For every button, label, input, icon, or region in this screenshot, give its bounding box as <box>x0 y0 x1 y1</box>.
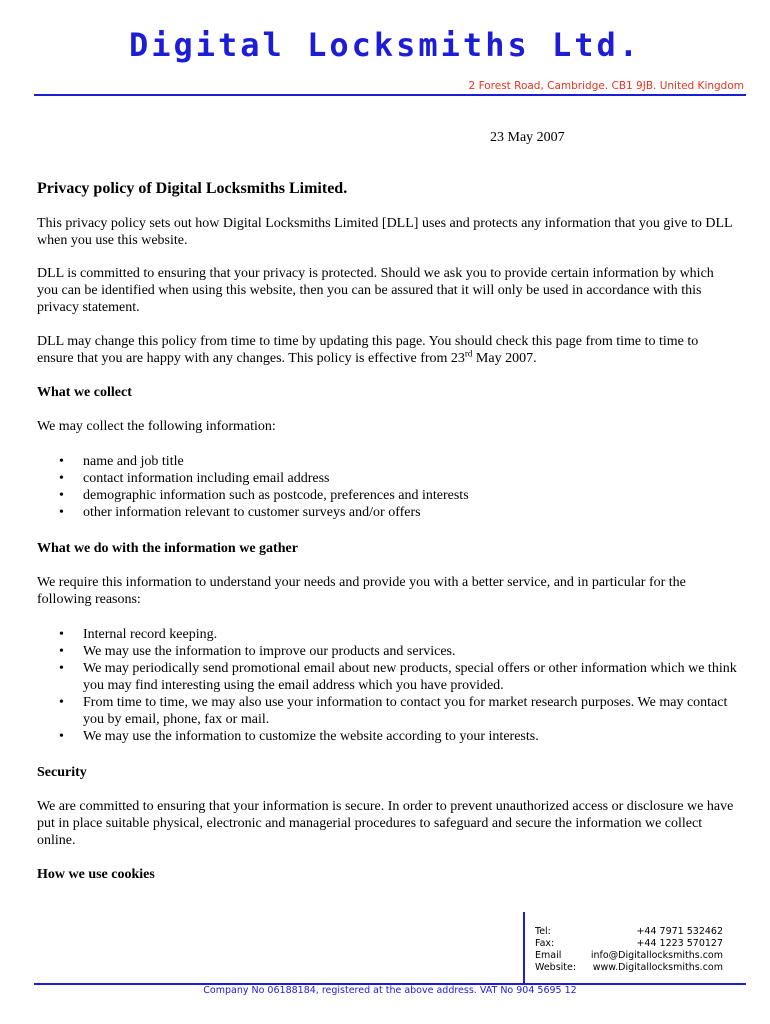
list-item: • From time to time, we may also use your information to contact you for market research purposes. We may contact you by email, phone, fax or mail. <box>37 694 737 728</box>
list-item: • name and job title <box>37 453 737 470</box>
list-item: • Internal record keeping. <box>37 626 737 643</box>
tel-label: Tel: <box>535 926 551 937</box>
effective-date-paragraph <box>37 333 737 367</box>
effective-text: DLL may change this policy from time to time by updating this page. You should check this page from time to time to ensure that you are happy with any changes. This policy is effective from 23 <box>37 334 699 366</box>
contact-fax-row <box>535 938 723 950</box>
list-item: • We may use the information to customize the website according to your interests. <box>37 728 737 745</box>
list-item: • other information relevant to customer surveys and/or offers <box>37 504 737 521</box>
fax-value: +44 1223 570127 <box>636 938 723 949</box>
heading-what-we-do: What we do with the information we gather <box>37 541 298 556</box>
use-intro: We require this information to understand your needs and provide you with a better service, and in particular for the following reasons: <box>37 575 686 607</box>
tel-value: +44 7971 532462 <box>636 926 723 937</box>
list-item: • demographic information such as postcode, preferences and interests <box>37 487 737 504</box>
policy-title: Privacy policy of Digital Locksmiths Limited. <box>37 180 348 197</box>
heading-what-we-collect: What we collect <box>37 385 132 400</box>
collect-intro: We may collect the following information: <box>37 419 276 434</box>
contact-email-row <box>535 950 723 962</box>
list-item: • We may periodically send promotional email about new products, special offers or other information which we think you may find interesting using the email address which you have provided. <box>37 660 737 694</box>
header-divider <box>34 94 746 96</box>
email-value: info@Digitallocksmiths.com <box>590 950 723 961</box>
list-item: • contact information including email address <box>37 470 737 487</box>
use-list <box>37 626 737 745</box>
heading-cookies: How we use cookies <box>37 867 155 882</box>
fax-label: Fax: <box>535 938 555 949</box>
letterhead-address: 2 Forest Road, Cambridge. CB1 9JB. United Kingdom <box>468 80 744 92</box>
heading-security: Security <box>37 765 87 780</box>
website-label: Website: <box>535 962 577 973</box>
contact-website-row <box>535 962 723 974</box>
company-registration: Company No 06188184, registered at the above address. VAT No 904 5695 12 <box>203 985 577 996</box>
company-logo: Digital Locksmiths Ltd. <box>128 26 642 64</box>
intro-paragraph-1: This privacy policy sets out how Digital Locksmiths Limited [DLL] uses and protects any information that you give to DLL when you use this website. <box>37 216 733 248</box>
email-label: Email <box>535 950 562 961</box>
contact-block <box>535 926 723 974</box>
effective-text-end: May 2007. <box>472 351 537 366</box>
contact-tel-row <box>535 926 723 938</box>
intro-paragraph-2: DLL is committed to ensuring that your privacy is protected. Should we ask you to provide certain information by which you can be identified when using this website, then you can be assured that it will only be used in accordance with this privacy statement. <box>37 266 714 315</box>
security-paragraph: We are committed to ensuring that your information is secure. In order to prevent unauthorized access or disclosure we have put in place suitable physical, electronic and managerial procedures to safeguard and secure the information we collect online. <box>37 799 734 848</box>
collect-list <box>37 453 737 521</box>
footer-divider-vertical <box>523 912 525 984</box>
list-item: • We may use the information to improve our products and services. <box>37 643 737 660</box>
website-value: www.Digitallocksmiths.com <box>592 962 723 973</box>
letter-date: 23 May 2007 <box>490 130 565 145</box>
effective-ordinal: rd <box>464 348 473 359</box>
